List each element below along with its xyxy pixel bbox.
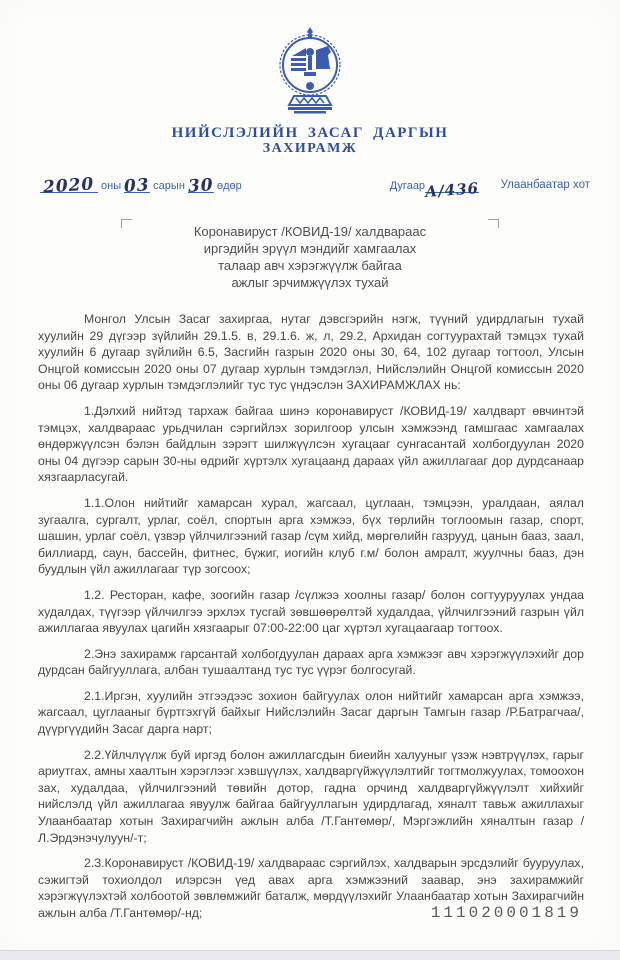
doc-title-line: талаар авч хэрэгжүүлж байгаа [218, 258, 402, 273]
doc-body [38, 311, 584, 922]
date-month-label: сарын [153, 180, 185, 192]
doc-title-line: иргэдийн эрүүл мэндийг хамгаалах [203, 241, 417, 256]
org-title-line1: НИЙСЛЭЛИЙН ЗАСАГ ДАРГЫН [171, 125, 449, 141]
paragraph-1: 1.Дэлхий нийтэд тархаж байгаа шинэ коронавируст /КОВИД-19/ халдварт өвчинтэй тэмцэх, халдвараас урьдчилан сэргийлэх зорилгоор улсын хэмжээнд гамшгаас хамгаалах өндөржүүлсэн бэлэн байдлын зэрэгт шилжүүлсэн хугацааг сунгасантай холбогдуулан 2020 оны 04 дүгээр сарын 30-ны өдрийг хүртэлх хугацаанд дараах үйл ажиллагааг дор дурдсанаар хязгаарласугай. [38, 403, 584, 485]
date-group [40, 174, 242, 198]
paragraph-2: 2.Энэ захирамж гарсантай холбогдуулан дараах арга хэмжээг авч хэрэгжүүлэхийг дор дурдсан байгууллага, албан тушаалтанд тус тус үүрэг болгосугай. [38, 646, 584, 678]
meta-row [40, 174, 590, 201]
org-title [0, 125, 620, 157]
number-value: А/436 [424, 179, 480, 201]
city-label: Улаанбаатар хот [500, 179, 590, 191]
corner-mark-right-icon [488, 219, 499, 228]
doc-title [145, 219, 475, 291]
paragraph-1-1: 1.1.Олон нийтийг хамарсан хурал, жагсаал, цуглаан, тэмцээн, уралдаан, аялал зугаалга, сургалт, урлаг, соёл, спортын арга хэмжээ, бүх төрлийн тоглоомын газар, спорт, шашин, урлаг соёл, үзвэр үйлчилгээний газар /сүм хийд, мөргөлийн газрууд, цанын бааз, заал, биллиард, саун, бассейн, фитнес, бүжиг, иогийн клуб г.м/ болон амралт, жуулчны бааз, дэн буудлын үйл ажиллагааг түр зогсоох; [38, 495, 584, 577]
number-group [389, 179, 482, 201]
date-day-value: 30 [187, 175, 215, 197]
date-year-value: 2020 [40, 180, 98, 193]
paragraph-2-3: 2.3.Коронавируст /КОВИД-19/ халдвараас сэргийлэх, халдварын эрсдэлийг бууруулах, сэжигтэй тохиолдол илэрсэн үед авах арга хэмжээний заавар, энэ захирамжийг хэрэгжүүлэхтэй холбоотой зөвлөмжийг баталж, мөрдүүлэхийг Улаанбаатар хотын Захирагчийн ажлын алба /Т.Гантөмөр/-нд; [38, 856, 584, 920]
number-label: Дугаар [389, 180, 426, 192]
date-month-value: 03 [123, 175, 151, 197]
doc-title-line: ажлыг эрчимжүүлэх тухай [231, 275, 389, 290]
paragraph-2-2: 2.2.Үйлчлүүлж буй иргэд болон ажиллагсдын биеийн халууныг үзэж нэвтрүүлэх, гарыг ариутгах, амны хаалтын хэрэглээг хэвшүүлэх, халдваргүйжүүлэлтийг тогтмолжуулах, томоохон зах, худалдаа, үйлчилгээний төвийн дотор, гадна орчинд халдваргүйжүүлэлт хийхийг нийслэлд үйл ажиллагаа явуулж байгаа байгууллагын удирдлагад, хяналт тавьж ажиллахыг Улаанбаатар хотын Захирагчийн ажлын алба /Т.Гантөмөр/, Мэргэжлийн хяналтын газар /Л.Эрдэнэчулуун/-т; [38, 747, 584, 845]
corner-mark-left-icon [121, 219, 132, 228]
registration-stamp-number: 111020001819 [430, 904, 582, 922]
scan-bottom-edge [0, 950, 620, 960]
doc-title-line: Коронавируст /КОВИД-19/ халдвараас [193, 224, 427, 239]
header-emblem-wrap [0, 0, 620, 119]
date-day-label: өдөр [216, 180, 242, 192]
paragraph-legal-basis: Монгол Улсын Засаг захиргаа, нутаг дэвсгэрийн нэгж, түүний удирдлагын тухай хуулийн 29 дүгээр зүйлийн 29.1.5. в, 29.1.6. ж, л, 29.2, Архидан согтуурахтай тэмцэх тухай хуулийн 6 дугаар зүйлийн 6.5, Засгийн газрын 2020 оны 30, 64, 102 дугаар тогтоол, Улсын Онцгой комиссын 2020 оны 07 дугаар хурлын тэмдэглэл, Нийслэлийн Онцгой комиссын 2020 оны 06 дугаар хурлын тэмдэглэлийг тус тус үндэслэн ЗАХИРАМЖЛАХ нь: [38, 312, 584, 393]
org-title-line2: ЗАХИРАМЖ [262, 141, 358, 156]
paragraph-2-1: 2.1.Иргэн, хуулийн этгээдээс зохион байгуулах олон нийтийг хамарсан арга хэмжээ, жагсаал, цуглааныг бүртгэхгүй байхыг Нийслэлийн Засаг даргын Тамгын газар /Р.Батрагчаа/, дүүргүүдийн Засаг дарга нарт; [38, 688, 584, 737]
ulaanbaatar-city-emblem-icon [264, 26, 356, 119]
date-year-label: оны [101, 180, 122, 192]
paragraph-1-2: 1.2. Ресторан, кафе, зоогийн газар /сүлжээ хоолны газар/ болон согтууруулах ундаа худалдах, түүгээр үйлчилгээ эрхлэх тусгай зөвшөөрөлтэй худалдаа, үйлчилгээний газрын үйл ажиллагаа явуулах цагийн хязгаарыг 07:00-22:00 цаг хүртэл хугацаагаар тогтоох. [38, 587, 584, 636]
